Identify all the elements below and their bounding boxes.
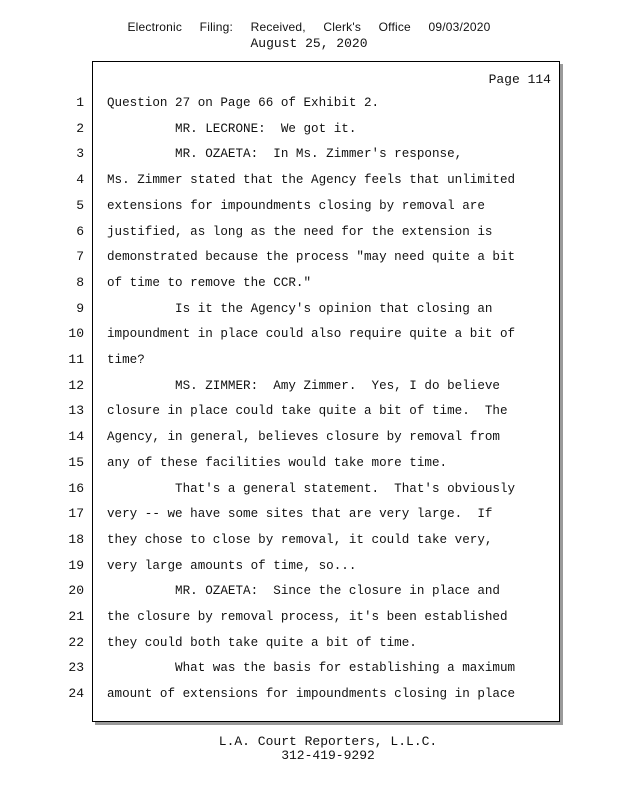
transcript-line-text: very -- we have some sites that are very large. If xyxy=(107,507,493,521)
line-number: 2 xyxy=(76,121,84,136)
transcript-line-text: very large amounts of time, so... xyxy=(107,559,357,573)
transcript-line-text: MS. ZIMMER: Amy Zimmer. Yes, I do believe xyxy=(107,379,500,393)
footer-company: L.A. Court Reporters, L.L.C. xyxy=(218,734,438,749)
transcript-line-text: closure in place could take quite a bit of time. The xyxy=(107,404,508,418)
line-number: 4 xyxy=(76,172,84,187)
line-number: 3 xyxy=(76,146,84,161)
line-number: 6 xyxy=(76,224,84,239)
stamp-word: Office xyxy=(378,20,411,34)
line-number: 19 xyxy=(68,558,84,573)
line-number: 5 xyxy=(76,198,84,213)
line-number: 17 xyxy=(68,506,84,521)
line-number: 18 xyxy=(68,532,84,547)
line-number: 14 xyxy=(68,429,84,444)
line-number: 21 xyxy=(68,609,84,624)
footer-phone: 312-419-9292 xyxy=(281,748,375,763)
line-number: 15 xyxy=(68,455,84,470)
transcript-line-text: they chose to close by removal, it could take very, xyxy=(107,533,493,547)
transcript-line-text: What was the basis for establishing a maximum xyxy=(107,661,516,675)
transcript-line-text: any of these facilities would take more time. xyxy=(107,456,448,470)
line-number: 11 xyxy=(68,352,84,367)
line-number: 9 xyxy=(76,301,84,316)
transcript-line-text: justified, as long as the need for the extension is xyxy=(107,225,493,239)
line-number: 24 xyxy=(68,686,84,701)
transcript-line-text: MR. OZAETA: In Ms. Zimmer's response, xyxy=(107,147,463,161)
transcript-line-text: impoundment in place could also require quite a bit of xyxy=(107,327,516,341)
stamp-word: Filing: xyxy=(199,20,234,34)
stamp-word: Received, xyxy=(250,20,306,34)
transcript-line-text: time? xyxy=(107,353,145,367)
transcript-line-text: extensions for impoundments closing by removal are xyxy=(107,199,485,213)
transcript-line-text: they could both take quite a bit of time. xyxy=(107,636,417,650)
line-number: 23 xyxy=(68,660,84,675)
transcript-line-text: Question 27 on Page 66 of Exhibit 2. xyxy=(107,96,380,110)
line-number: 7 xyxy=(76,249,84,264)
page-number-label: Page 114 xyxy=(488,72,551,87)
transcript-line-text: Agency, in general, believes closure by removal from xyxy=(107,430,500,444)
transcript-line-text: Is it the Agency's opinion that closing an xyxy=(107,302,493,316)
line-number: 22 xyxy=(68,635,84,650)
transcript-line-text: Ms. Zimmer stated that the Agency feels that unlimited xyxy=(107,173,516,187)
line-number: 8 xyxy=(76,275,84,290)
line-number: 16 xyxy=(68,481,84,496)
transcript-line-text: of time to remove the CCR." xyxy=(107,276,312,290)
transcript-date: August 25, 2020 xyxy=(250,36,368,51)
stamp-word: Electronic xyxy=(127,20,183,34)
stamp-word: 09/03/2020 xyxy=(428,20,491,34)
transcript-line-text: MR. OZAETA: Since the closure in place and xyxy=(107,584,500,598)
stamp-word: Clerk's xyxy=(323,20,362,34)
transcript-line-text: the closure by removal process, it's been established xyxy=(107,610,508,624)
transcript-line-text: amount of extensions for impoundments closing in place xyxy=(107,687,516,701)
filing-stamp xyxy=(0,20,618,34)
line-number: 13 xyxy=(68,403,84,418)
transcript-line-text: That's a general statement. That's obviously xyxy=(107,482,516,496)
transcript-line-text: MR. LECRONE: We got it. xyxy=(107,122,357,136)
line-number: 12 xyxy=(68,378,84,393)
transcript-line-text: demonstrated because the process "may need quite a bit xyxy=(107,250,516,264)
line-number: 10 xyxy=(68,326,84,341)
line-number: 20 xyxy=(68,583,84,598)
line-number: 1 xyxy=(76,95,84,110)
